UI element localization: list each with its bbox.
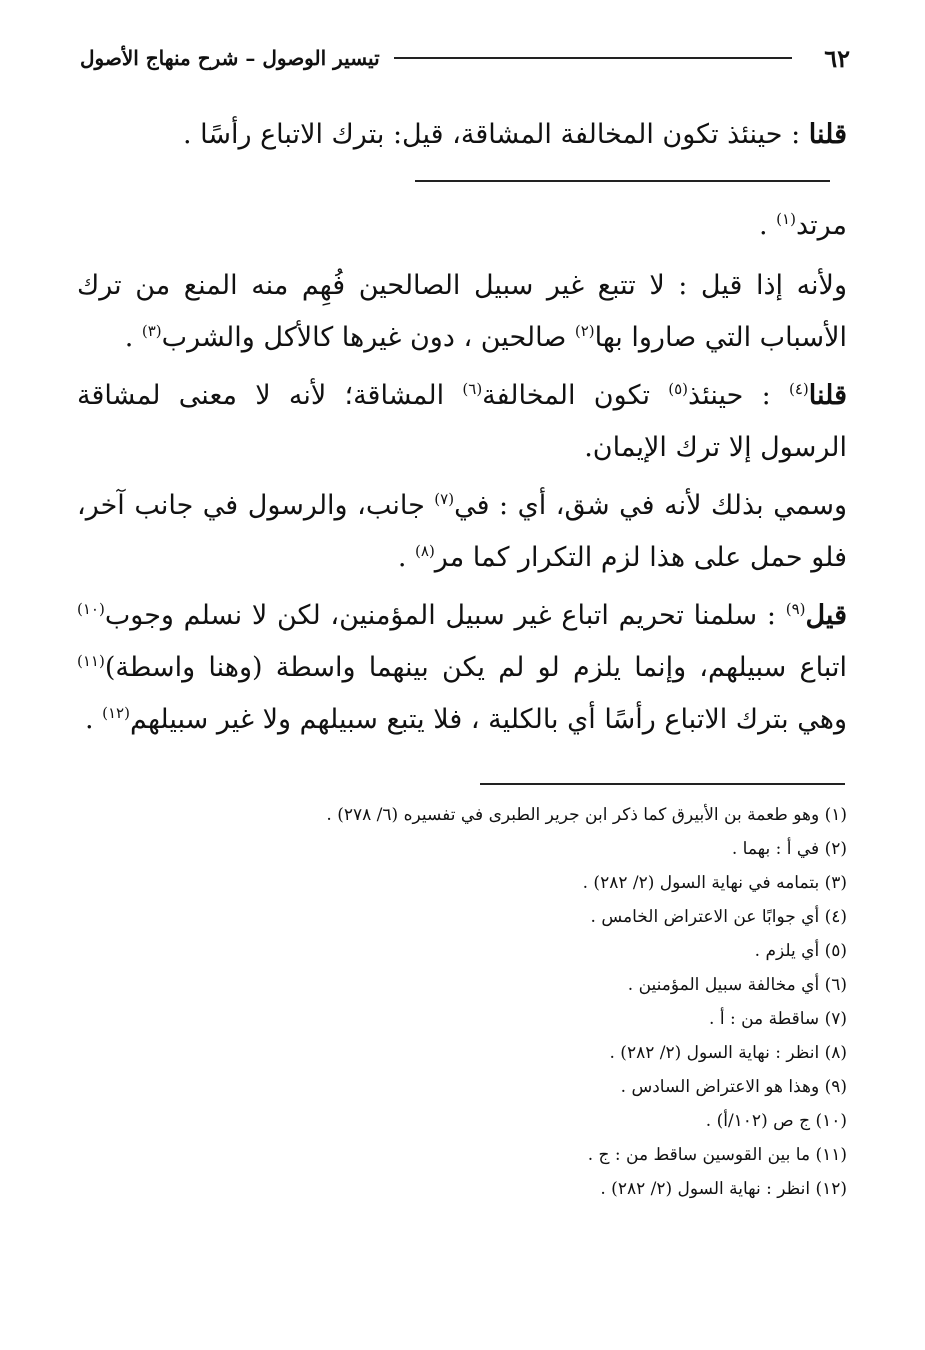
matn-lead: قلنا [808,119,847,150]
footnote-ref-11: (١١) [77,652,105,670]
paragraph-3 [77,370,847,474]
page-number: ٦٢ [824,43,850,73]
footnote-ref-10: (١٠) [77,600,105,618]
p3-text-b: تكون المخالفة [482,380,669,411]
paragraph-1 [77,200,847,252]
footnote-separator [480,783,845,785]
footnote-9: (٩) وهذا هو الاعتراض السادس . [620,1077,847,1097]
commentary-body [77,200,847,752]
p5-text-b: اتباع سبيلهم، وإنما يلزم لو لم يكن بينهما واسطة (وهنا واسطة) [104,652,847,683]
p5-text-a: : سلمنا تحريم اتباع غير سبيل المؤمنين، لكن لا نسلم وجوب [104,600,786,631]
footnote-6: (٦) أي مخالفة سبيل المؤمنين . [627,975,847,995]
p4-text-b: جانب، والرسول في جانب آخر، فلو حمل على هذا لزم التكرار كما مر [77,490,847,573]
footnote-ref-2: (٢) [574,322,595,340]
footnote-2: (٢) في أ : بهما . [731,839,847,859]
p2-text-b: صالحين ، دون غيرها كالأكل والشرب [161,322,575,353]
p1-tail: . [759,210,777,241]
footnote-12: (١٢) انظر : نهاية السول (٢/ ٢٨٢) . [600,1179,847,1199]
p4-text-c: . [397,542,416,573]
footnote-3: (٣) بتمامه في نهاية السول (٢/ ٢٨٢) . [582,873,847,893]
paragraph-2 [77,260,847,364]
p1-text: مرتد [795,210,847,241]
footnotes [77,798,847,1206]
footnote-ref-1: (١) [776,210,796,228]
footnote-4: (٤) أي جوابًا عن الاعتراض الخامس . [590,907,847,927]
matn-body: : حينئذ تكون المخالفة المشاقة، قيل: بترك الاتباع رأسًا . [182,119,801,150]
footnote-ref-8: (٨) [415,542,435,560]
footnote-ref-12: (١٢) [102,704,130,722]
footnote-ref-6: (٦) [462,380,483,398]
header-rule [394,57,793,59]
footnote-11: (١١) ما بين القوسين ساقط من : ج . [587,1145,847,1165]
matn-separator [415,180,830,182]
page-header [80,38,850,78]
footnote-ref-7: (٧) [434,490,455,508]
footnote-10: (١٠) ج ص (١٠٢/أ) . [705,1111,847,1131]
matn-text [77,112,847,158]
p2-text-a: ولأنه إذا قيل : لا تتبع غير سبيل الصالحين فُهِم منه المنع من ترك الأسباب التي صاروا بها [77,270,847,353]
p5-lead: قيل [805,600,847,631]
p5-text-d: . [84,704,103,735]
p5-text-c: وهي بترك الاتباع رأسًا أي بالكلية ، فلا يتبع سبيلهم ولا غير سبيلهم [129,704,847,735]
footnote-ref-5: (٥) [668,380,689,398]
footnote-ref-9: (٩) [785,600,806,618]
book-title: تيسير الوصول – شرح منهاج الأصول [80,46,380,70]
p3-text-a: : حينئذ [688,380,789,411]
footnote-7: (٧) ساقطة من : أ . [709,1009,847,1029]
footnote-8: (٨) انظر : نهاية السول (٢/ ٢٨٢) . [609,1043,847,1063]
footnote-ref-3: (٣) [141,322,162,340]
footnote-5: (٥) أي يلزم . [754,941,847,961]
p4-text-a: وسمي بذلك لأنه في شق، أي : في [454,490,847,521]
p3-text-c: المشاقة؛ لأنه لا معنى لمشاقة الرسول إلا ترك الإيمان. [77,380,847,463]
paragraph-5 [77,590,847,746]
p2-text-c: . [124,322,142,353]
footnote-ref-4: (٤) [788,380,809,398]
p3-lead: قلنا [808,380,847,411]
footnote-1: (١) وهو طعمة بن الأبيرق كما ذكر ابن جرير الطبرى في تفسيره (٦/ ٢٧٨) . [326,805,847,825]
paragraph-4 [77,480,847,584]
